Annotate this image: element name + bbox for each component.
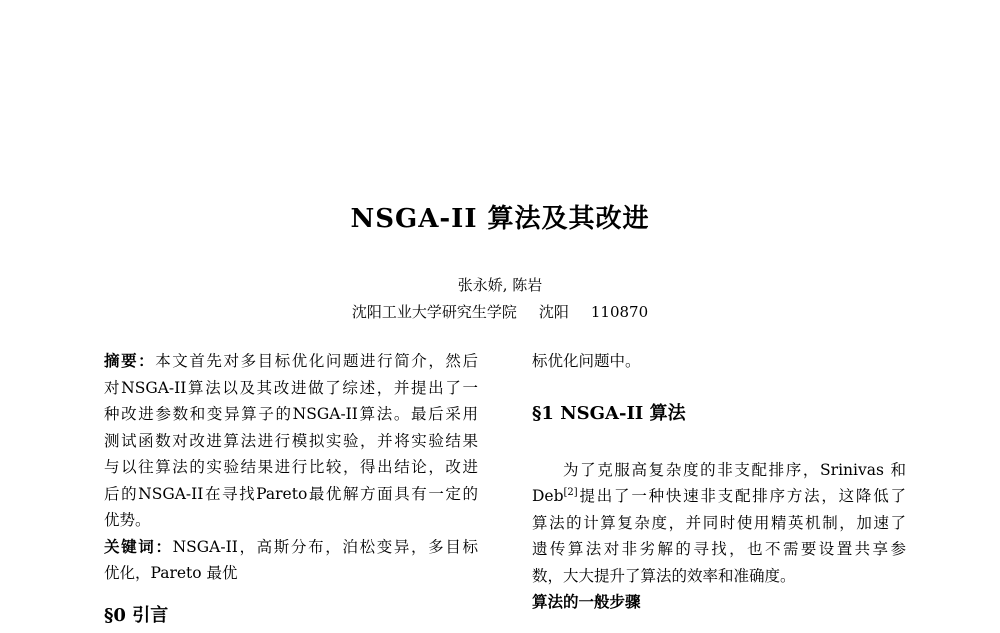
continuation-text: 标优化问题中。 [532,352,641,370]
keywords-line: 关键词：NSGA-II，高斯分布，泊松变异，多目标 [104,536,478,556]
citation-ref[interactable]: [2] [563,486,578,498]
right-column [532,348,906,616]
keywords-label: 关键词： [104,536,173,556]
abstract [104,348,478,534]
paper-affiliation [0,301,1000,322]
keywords [104,534,478,587]
section-0-heading: §0 引言 [104,604,169,626]
abstract-label: 摘要： [104,351,156,370]
paper-title: NSGA-II 算法及其改进 [350,204,650,234]
abstract-line: 后的NSGA-II在寻找Pareto最优解方面具有一定的 [104,484,478,503]
section-1-paragraph [532,457,906,590]
paragraph-line: 遗传算法对非劣解的寻找，也不需要设置共享参 [532,540,906,558]
affiliation-postcode: 110870 [590,303,649,321]
abstract-line: 与以往算法的实验结果进行比较，得出结论，改进 [104,458,478,476]
affiliation-city: 沈阳 [538,303,569,321]
paragraph-line: Deb[2]提出了一种快速非支配排序方法，这降低了 [532,486,906,505]
paper-authors: 张永娇, 陈岩 [457,276,543,294]
paragraph-line: 数，大大提升了算法的效率和准确度。 [532,566,796,585]
abstract-line: 对NSGA-II算法以及其改进做了综述，并提出了一 [104,378,478,397]
left-column [104,348,478,629]
abstract-line: 种改进参数和变异算子的NSGA-II算法。最后采用 [104,405,478,423]
abstract-line: 优势。 [104,511,151,529]
steps-heading: 算法的一般步骤 [532,592,641,611]
abstract-line: 摘要：本文首先对多目标优化问题进行简介，然后 [104,351,478,370]
paragraph-line: 为了克服高复杂度的非支配排序，Srinivas 和 [563,460,906,479]
affiliation-institution: 沈阳工业大学研究生学院 [351,303,517,321]
section-1-heading: §1 NSGA-II 算法 [532,402,686,424]
abstract-line: 测试函数对改进算法进行模拟实验，并将实验结果 [104,431,478,450]
keywords-line: 优化，Pareto 最优 [104,564,238,582]
paragraph-line: 算法的计算复杂度，并同时使用精英机制，加速了 [532,513,906,532]
